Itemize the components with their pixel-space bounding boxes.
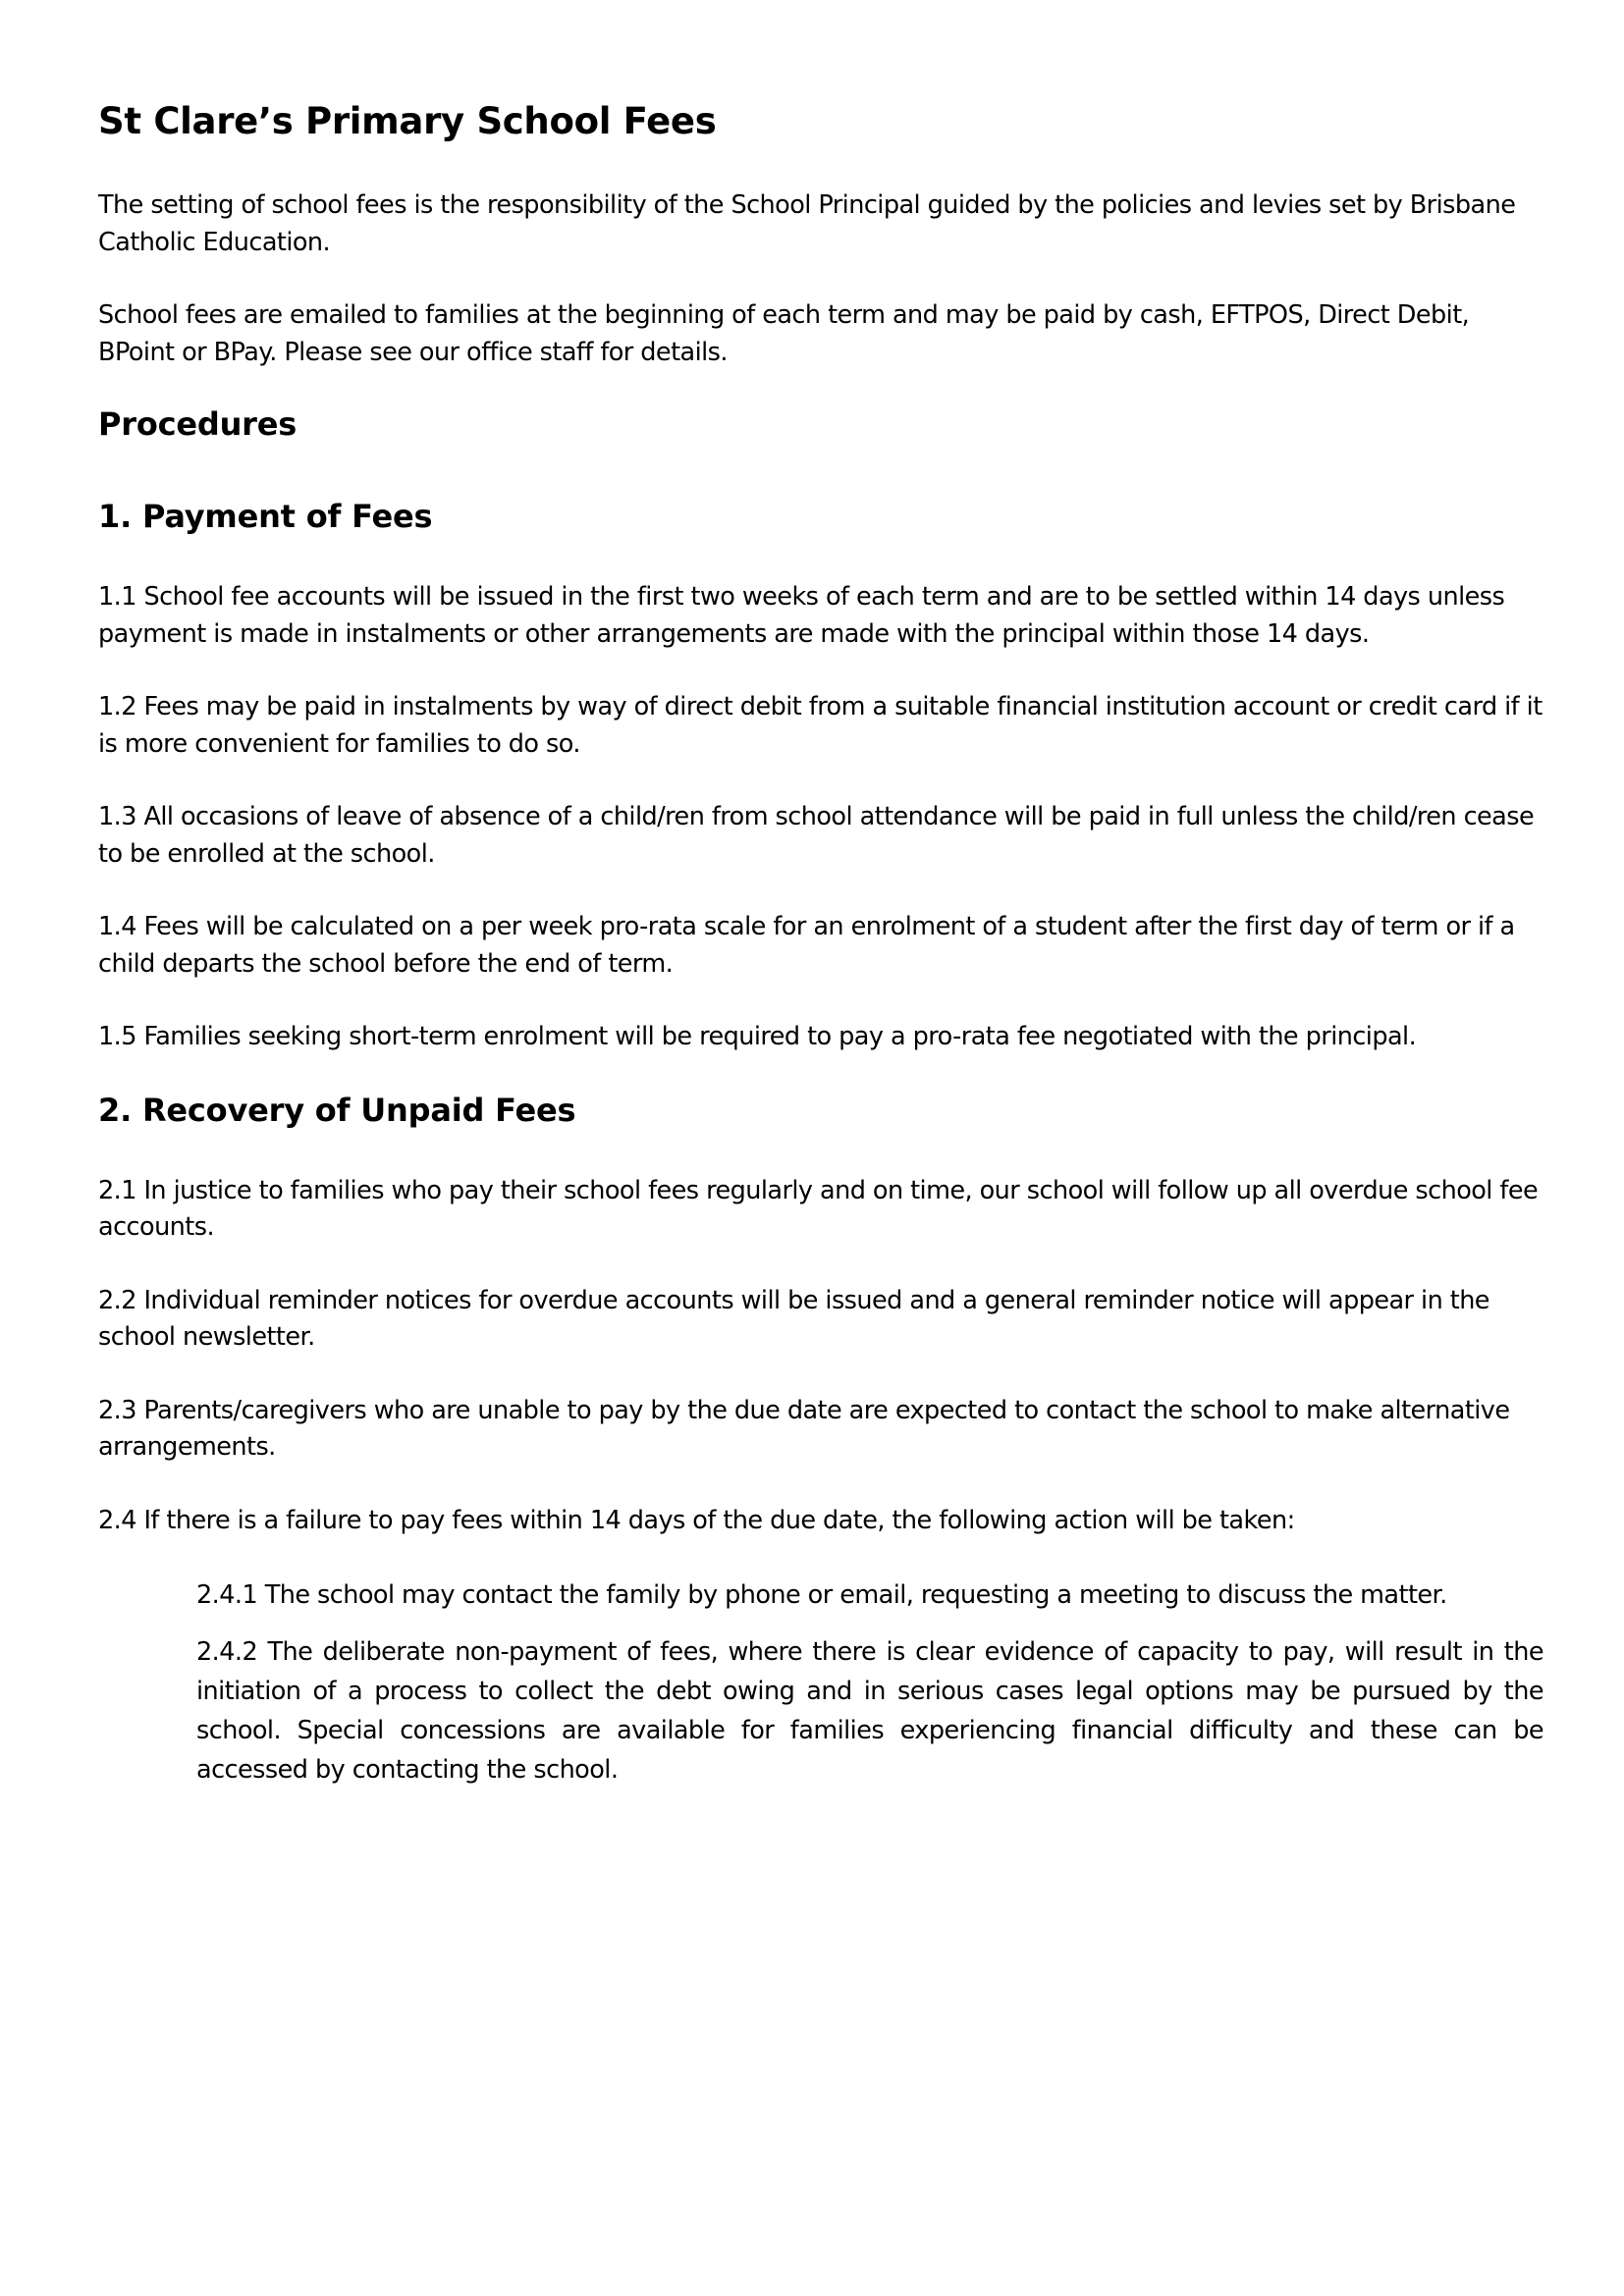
intro-paragraph: The setting of school fees is the responsibility of the School Principal guided by the policies and levies set by Brisbane Catholic Education. bbox=[98, 190, 1516, 257]
section-recovery-of-unpaid-fees bbox=[98, 1089, 1543, 1790]
list-item: 2.1 In justice to families who pay their school fees regularly and on time, our school will follow up all overdue school fee accounts. bbox=[98, 1175, 1539, 1242]
section-payment-of-fees bbox=[98, 495, 1543, 1056]
list-item: 1.4 Fees will be calculated on a per week pro-rata scale for an enrolment of a student after the first day of term or if a child departs the school before the end of term. bbox=[98, 912, 1515, 979]
section-heading: 2. Recovery of Unpaid Fees bbox=[98, 1091, 576, 1129]
list-item: 1.1 School fee accounts will be issued in the first two weeks of each term and are to be settled within 14 days unless payment is made in instalments or other arrangements are made with the principal within those 14 days. bbox=[98, 582, 1505, 649]
document-body bbox=[98, 98, 1543, 1807]
procedures-heading: Procedures bbox=[98, 405, 298, 443]
document-title: St Clare’s Primary School Fees bbox=[98, 100, 717, 142]
sub-list bbox=[196, 1575, 1543, 1789]
intro-paragraph: School fees are emailed to families at the beginning of each term and may be paid by cash, EFTPOS, Direct Debit, BPoint or BPay. Please see our office staff for details. bbox=[98, 300, 1470, 367]
list-item: 2.3 Parents/caregivers who are unable to pay by the due date are expected to contact the school to make alternative arrangements. bbox=[98, 1395, 1510, 1462]
list-item: 1.5 Families seeking short-term enrolment will be required to pay a pro-rata fee negotiated with the principal. bbox=[98, 1022, 1417, 1051]
sub-list-item: 2.4.1 The school may contact the family by phone or email, requesting a meeting to discuss the matter. bbox=[196, 1580, 1447, 1610]
section-heading: 1. Payment of Fees bbox=[98, 498, 433, 535]
list-item: 1.3 All occasions of leave of absence of a child/ren from school attendance will be paid in full unless the child/ren cease to be enrolled at the school. bbox=[98, 802, 1535, 869]
list-item: 1.2 Fees may be paid in instalments by way of direct debit from a suitable financial institution account or credit card if it is more convenient for families to do so. bbox=[98, 692, 1543, 759]
sub-list-item: 2.4.2 The deliberate non-payment of fees, where there is clear evidence of capacity to pay, will result in the initiation of a process to collect the debt owing and in serious cases legal options may be pursued by the school. Special concessions are available for families experiencing financial difficulty and these can be accessed by contacting the school. bbox=[196, 1637, 1543, 1785]
list-item: 2.4 If there is a failure to pay fees within 14 days of the due date, the following action will be taken: bbox=[98, 1505, 1295, 1535]
list-item: 2.2 Individual reminder notices for overdue accounts will be issued and a general reminder notice will appear in the school newsletter. bbox=[98, 1285, 1489, 1352]
